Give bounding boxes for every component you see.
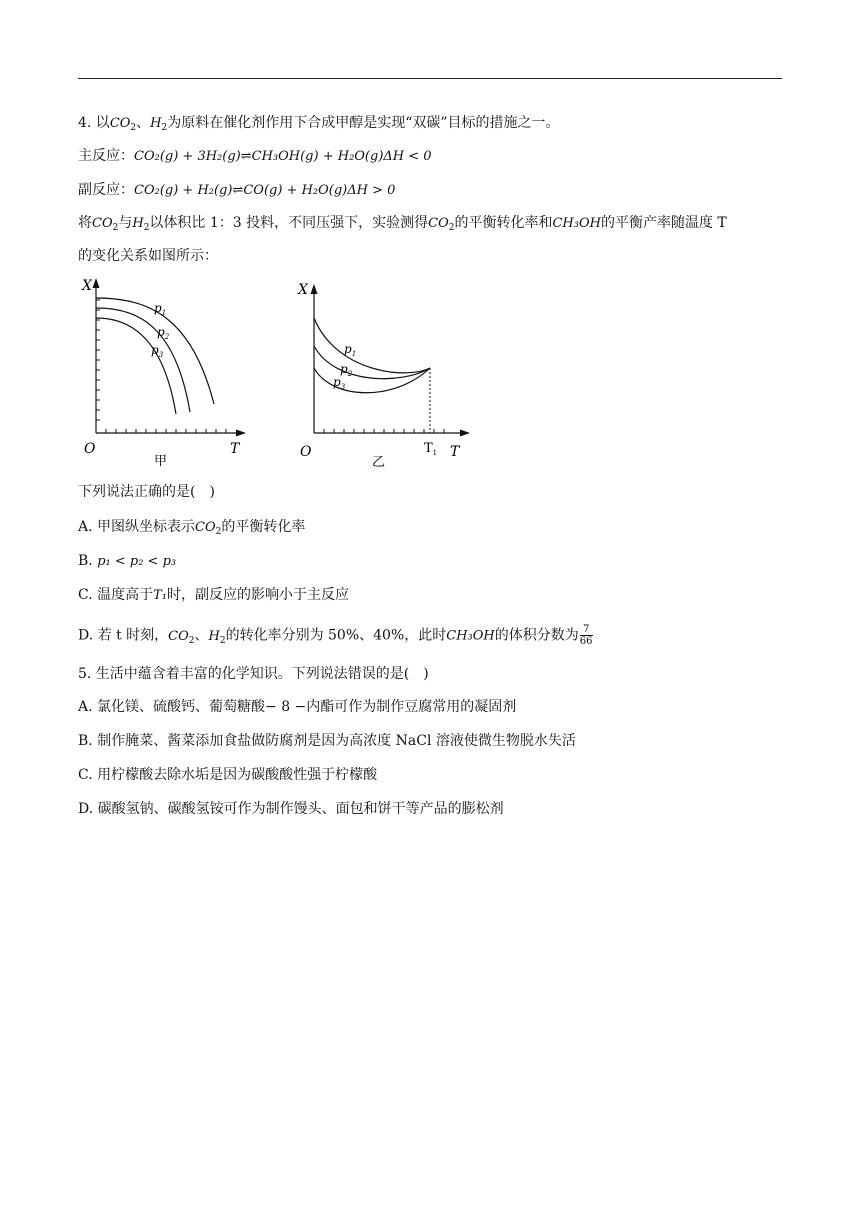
jia-caption: 甲 bbox=[154, 454, 168, 469]
q4-main-reaction: 主反应：CO₂(g) + 3H₂(g)⇌CH₃OH(g) + H₂O(g)ΔH < 0 bbox=[78, 148, 432, 164]
yi-curve-p2 bbox=[314, 346, 430, 379]
jia-curve-p2 bbox=[96, 308, 190, 412]
jia-y-label: X bbox=[82, 278, 92, 294]
side-reaction-equation: CO₂(g) + H₂(g)⇌CO(g) + H₂O(g)ΔH > 0 bbox=[134, 183, 396, 198]
jia-label-p1: $p_1$ bbox=[154, 301, 167, 317]
formula-h2: $H_2$ bbox=[150, 116, 168, 133]
q4-stem: 4. 以$CO_2$、$H_2$为原料在催化剂作用下合成甲醇是实现“双碳”目标的措施之一。 bbox=[78, 115, 560, 133]
jia-label-p3: $p_3$ bbox=[151, 343, 164, 359]
q5-stem: 5. 生活中蕴含着丰富的化学知识。下列说法错误的是( ) bbox=[78, 666, 429, 682]
jia-x-label: T bbox=[230, 441, 240, 457]
yi-label-p3: $p_3$ bbox=[333, 375, 346, 391]
q4-question: 下列说法正确的是( ) bbox=[78, 484, 215, 500]
jia-origin: O bbox=[84, 441, 96, 457]
yi-origin: O bbox=[300, 444, 312, 460]
q4-condition-line1: 将$CO_2$与$H_2$以体积比 1：3 投料，不同压强下，实验测得$CO_2$的平衡转化率和CH₃OH的平衡产率随温度 T bbox=[78, 215, 727, 233]
yi-t1-label: $T_1$ bbox=[424, 441, 438, 457]
jia-x-arrow bbox=[236, 430, 246, 437]
yi-x-arrow bbox=[460, 430, 470, 437]
yi-label-p1: $p_1$ bbox=[344, 342, 357, 358]
jia-label-p2: $p_2$ bbox=[157, 325, 170, 341]
fraction-7-66: $\frac{7}{66}$ bbox=[579, 624, 593, 647]
q4-side-reaction: 副反应：CO₂(g) + H₂(g)⇌CO(g) + H₂O(g)ΔH > 0 bbox=[78, 182, 396, 198]
header-rule bbox=[78, 78, 782, 79]
formula-co2: $CO_2$ bbox=[109, 116, 137, 133]
q5-option-b[interactable]: B. 制作腌菜、酱菜添加食盐做防腐剂是因为高浓度 NaCl 溶液使微生物脱水失活 bbox=[78, 733, 576, 749]
q5-option-a[interactable]: A. 氯化镁、硫酸钙、葡萄糖酸− 8 −内酯可作为制作豆腐常用的凝固剂 bbox=[78, 699, 517, 715]
jia-y-arrow bbox=[93, 278, 100, 288]
main-reaction-equation: CO₂(g) + 3H₂(g)⇌CH₃OH(g) + H₂O(g)ΔH < 0 bbox=[134, 149, 432, 164]
yi-curve-p3 bbox=[314, 368, 430, 393]
yi-y-label: X bbox=[298, 282, 308, 298]
figure-jia bbox=[80, 276, 250, 468]
q4-option-b[interactable]: B. p₁ < p₂ < p₃ bbox=[78, 553, 177, 569]
q5-option-c[interactable]: C. 用柠檬酸去除水垢是因为碳酸酸性强于柠檬酸 bbox=[78, 767, 378, 783]
yi-x-label: T bbox=[450, 444, 460, 460]
q4-option-a[interactable]: A. 甲图纵坐标表示$CO_2$的平衡转化率 bbox=[78, 519, 306, 537]
q5-option-d[interactable]: D. 碳酸氢钠、碳酸氢铵可作为制作馒头、面包和饼干等产品的膨松剂 bbox=[78, 801, 504, 817]
yi-caption: 乙 bbox=[372, 455, 386, 470]
yi-label-p2: $p_2$ bbox=[340, 362, 353, 378]
figure-yi bbox=[296, 276, 476, 468]
yi-y-arrow bbox=[311, 284, 318, 294]
q4-option-d[interactable]: D. 若 t 时刻，$CO_2$、$H_2$的转化率分别为 50%、40%，此时CH₃OH的体积分数为 $\frac{7}{66}$ bbox=[78, 624, 593, 647]
q4-option-c[interactable]: C. 温度高于T₁时，副反应的影响小于主反应 bbox=[78, 587, 350, 603]
q4-condition-line2: 的变化关系如图所示： bbox=[78, 248, 218, 264]
